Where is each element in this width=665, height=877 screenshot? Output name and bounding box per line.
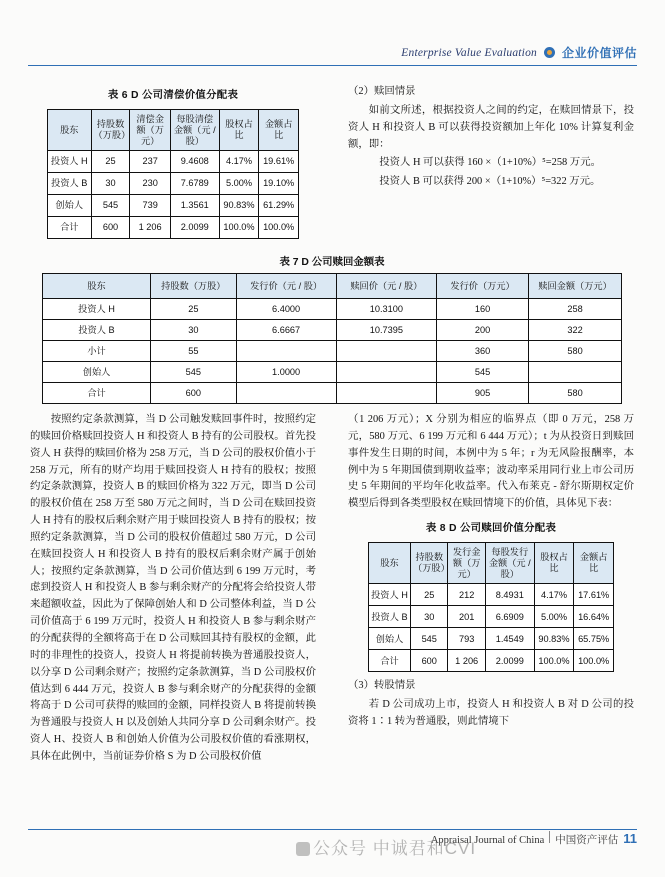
table6-col-per-share: 每股清偿金额（元 / 股） <box>170 109 219 151</box>
cell: 投资人 B <box>369 606 411 628</box>
cell: 投资人 H <box>43 299 151 320</box>
cell <box>336 362 436 383</box>
cell: 905 <box>437 383 529 404</box>
table7-col-shareholder: 股东 <box>43 274 151 299</box>
cell: 100.0% <box>574 650 614 672</box>
cell: 合计 <box>43 383 151 404</box>
cell: 7.6789 <box>170 173 219 195</box>
section3-paragraph: 若 D 公司成功上市，投资人 H 和投资人 B 对 D 公司的投资将 1∶1 转为普通股，则此情境下 <box>348 699 634 728</box>
cell: 16.64% <box>574 606 614 628</box>
cell: 1.4549 <box>485 628 534 650</box>
header-bullet-icon <box>544 47 555 58</box>
cell: 55 <box>151 341 236 362</box>
cell: 30 <box>151 320 236 341</box>
cell: 25 <box>91 151 130 173</box>
table8-col-amount: 发行金额（万元） <box>448 542 485 584</box>
cell: 61.29% <box>259 195 299 217</box>
cell: 160 <box>437 299 529 320</box>
table6-header-row <box>48 109 299 151</box>
cell: 1.0000 <box>236 362 336 383</box>
table8-col-equity-pct: 股权占比 <box>534 542 574 584</box>
cell: 600 <box>91 217 130 239</box>
cell: 1 206 <box>448 650 485 672</box>
left-body-paragraph: 按照约定条款测算，当 D 公司触发赎回事件时，按照约定的赎回价格赎回投资人 H 和投资人 B 持有的公司股权。首先投资人 H 获得的赎回价格为 258 万元，当 D 公司的股权价值小于 258 万元，所有的财产均用于赎回投资人 H 持有的股权；按照约定条款测算，投资人 B 的赎回价格为 322 万元，即当 D 公司的股权价值在 258 万至 580 万元之间时，当 D 公司在赎回投资人 H 持有的股权后剩余财产用于赎回投资人 B 持有的股权；按照约定条款测算，当 D 公司的股权价值超过 580 万元，D 公司在赎回投资人 H 和投资人 B 持有的股权后剩余财产属于创始人；按照约定条款测算，当 D 公司价值达到 6 199 万元时，考虑到投资人 H 和投资人 B 参与剩余财产的分配将会给投资人带来超额收益，因此为了保障创始人和 D 公司整体利益，当 D 公司价值高于 6 199 万元时，投资人 H 和投资人 B 参与剩余财产的分配获得的全额将高于在 D 公司赎回其持有股权的金额，此时的非理性的投资人，投资人 H 将提前转换为普通股投资人，以分享 D 公司剩余财产；按照约定条款测算，当 D 公司股权价值达到 6 444 万元，投资人 B 参与剩余财产的分配获得的金额将高于 D 公司可获得的赎回的金额，同样投资人 B 将提前转换为普通股与投资人 H 以及创始人共同分享 D 公司剩余财产。投资人 H、投资人 B 和创始人价值为公司股权价值的看涨期权，具体在此例中，当前证券价格 S 为 D 公司股权价值 <box>30 414 316 762</box>
cell: 30 <box>411 606 448 628</box>
cell: 545 <box>91 195 130 217</box>
table7-col-shares: 持股数（万股） <box>151 274 236 299</box>
cell <box>336 341 436 362</box>
cell: 200 <box>437 320 529 341</box>
cell <box>236 383 336 404</box>
cell: 258 <box>529 299 622 320</box>
cell: 投资人 B <box>43 320 151 341</box>
right-column-top <box>348 84 634 193</box>
cell: 25 <box>411 584 448 606</box>
cell: 合计 <box>48 217 92 239</box>
page-header <box>0 44 665 70</box>
section2-paragraph: 如前文所述，根据投资人之间的约定，在赎回情景下，投资人 H 和投资人 B 可以获得投资额加上年化 10% 计算复利金额，即： <box>348 104 634 150</box>
cell: 545 <box>151 362 236 383</box>
cell: 6.6909 <box>485 606 534 628</box>
table-row <box>369 584 614 606</box>
cell: 2.0099 <box>485 650 534 672</box>
header-running-title <box>401 44 637 61</box>
table6-col-amount-pct: 金额占比 <box>259 109 299 151</box>
cell: 30 <box>91 173 130 195</box>
table8-block <box>348 521 634 672</box>
table7-col-issue-price: 发行价（元 / 股） <box>236 274 336 299</box>
table-row <box>48 195 299 217</box>
table-row <box>43 320 622 341</box>
table-row <box>48 173 299 195</box>
table7 <box>42 273 622 404</box>
cell: 4.17% <box>534 584 574 606</box>
table-row <box>43 299 622 320</box>
table7-block <box>42 253 622 404</box>
table6-col-shares: 持股数（万股） <box>91 109 130 151</box>
table8-col-shareholder: 股东 <box>369 542 411 584</box>
table-row <box>48 151 299 173</box>
watermark-text: 公众号 中诚君和CVI <box>313 839 477 858</box>
cell: 600 <box>411 650 448 672</box>
page-footer <box>0 829 665 851</box>
cell: 创始人 <box>48 195 92 217</box>
cell: 580 <box>529 341 622 362</box>
left-column-body <box>30 412 316 768</box>
cell: 6.6667 <box>236 320 336 341</box>
cell: 322 <box>529 320 622 341</box>
left-column <box>30 84 316 245</box>
cell: 投资人 B <box>48 173 92 195</box>
cell <box>529 362 622 383</box>
table-row <box>43 383 622 404</box>
section2-formula-line-2: 投资人 B 可以获得 200 ×（1+10%）⁵=322 万元。 <box>379 176 601 188</box>
table7-caption: 表 7 D 公司赎回金额表 <box>279 257 385 268</box>
cell: 739 <box>130 195 170 217</box>
cell: 6.4000 <box>236 299 336 320</box>
cell: 25 <box>151 299 236 320</box>
cell: 投资人 H <box>48 151 92 173</box>
header-divider <box>28 65 637 66</box>
table-row <box>369 650 614 672</box>
cell: 19.61% <box>259 151 299 173</box>
right-column-body <box>348 412 634 733</box>
table7-col-issue-amount: 发行价（万元） <box>437 274 529 299</box>
table8 <box>368 542 614 673</box>
table-row <box>48 217 299 239</box>
cell: 100.0% <box>219 217 259 239</box>
cell: 17.61% <box>574 584 614 606</box>
cell: 793 <box>448 628 485 650</box>
cell: 10.3100 <box>336 299 436 320</box>
cell: 100.0% <box>534 650 574 672</box>
cell: 10.7395 <box>336 320 436 341</box>
footer-content <box>431 831 637 847</box>
cell: 2.0099 <box>170 217 219 239</box>
table8-col-shares: 持股数（万股） <box>411 542 448 584</box>
cell: 237 <box>130 151 170 173</box>
cell: 360 <box>437 341 529 362</box>
footer-divider <box>28 829 637 830</box>
footer-separator-icon <box>549 831 550 843</box>
table6-col-amount: 清偿金额（万元） <box>130 109 170 151</box>
table-row <box>369 628 614 650</box>
footer-english-title: Appraisal Journal of China <box>430 835 545 846</box>
section2-title: （2）赎回情景 <box>348 86 416 97</box>
cell: 合计 <box>369 650 411 672</box>
table8-col-per-share: 每股发行金额（元 / 股） <box>485 542 534 584</box>
footer-chinese-title: 中国资产评估 <box>555 834 619 846</box>
cell: 19.10% <box>259 173 299 195</box>
table6-col-shareholder: 股东 <box>48 109 92 151</box>
table-row <box>369 606 614 628</box>
table6-block <box>30 88 316 239</box>
cell: 5.00% <box>534 606 574 628</box>
table6 <box>47 109 299 240</box>
cell: 创始人 <box>43 362 151 383</box>
cell: 90.83% <box>219 195 259 217</box>
cell: 100.0% <box>259 217 299 239</box>
cell: 545 <box>411 628 448 650</box>
cell: 8.4931 <box>485 584 534 606</box>
table-row <box>43 341 622 362</box>
cell: 580 <box>529 383 622 404</box>
cell: 1 206 <box>130 217 170 239</box>
section2-formula-line-1: 投资人 H 可以获得 160 ×（1+10%）⁵=258 万元。 <box>379 157 601 169</box>
cell: 9.4608 <box>170 151 219 173</box>
header-english-title: Enterprise Value Evaluation <box>401 46 537 59</box>
table7-header-row <box>43 274 622 299</box>
table6-col-equity-pct: 股权占比 <box>219 109 259 151</box>
page-number: 11 <box>623 831 637 846</box>
table8-col-amount-pct: 金额占比 <box>574 542 614 584</box>
table8-caption: 表 8 D 公司赎回价值分配表 <box>425 523 557 535</box>
cell: 201 <box>448 606 485 628</box>
cell: 600 <box>151 383 236 404</box>
header-chinese-title: 企业价值评估 <box>561 46 637 60</box>
table8-header-row <box>369 542 614 584</box>
cell: 545 <box>437 362 529 383</box>
cell: 1.3561 <box>170 195 219 217</box>
cell <box>336 383 436 404</box>
table7-col-redeem-amount: 赎回金额（万元） <box>529 274 622 299</box>
section3-title: （3）转股情景 <box>348 680 416 692</box>
cell: 65.75% <box>574 628 614 650</box>
cell: 小计 <box>43 341 151 362</box>
cell: 4.17% <box>219 151 259 173</box>
cell: 5.00% <box>219 173 259 195</box>
cell <box>236 341 336 362</box>
table-row <box>43 362 622 383</box>
cell: 投资人 H <box>369 584 411 606</box>
table7-col-redeem-price: 赎回价（元 / 股） <box>336 274 436 299</box>
cell: 创始人 <box>369 628 411 650</box>
cell: 90.83% <box>534 628 574 650</box>
cell: 230 <box>130 173 170 195</box>
table6-caption: 表 6 D 公司清偿价值分配表 <box>107 90 239 101</box>
right-body-paragraph: （1 206 万元）；X 分别为相应的临界点（即 0 万元，258 万元，580 万元、6 199 万元和 6 444 万元）；t 为从投资日到赎回事件发生日期的时间，本例中为 5 年；r 为无风险报酬率，本例中为 5 年期国债到期收益率；波动率采用同行业上市公司历史 5 年期间的平均年化收益率。代入布莱克 - 舒尔斯期权定价模型后得到各类型股权在赎回情境下的价值，具体见下表： <box>348 414 634 510</box>
cell: 212 <box>448 584 485 606</box>
